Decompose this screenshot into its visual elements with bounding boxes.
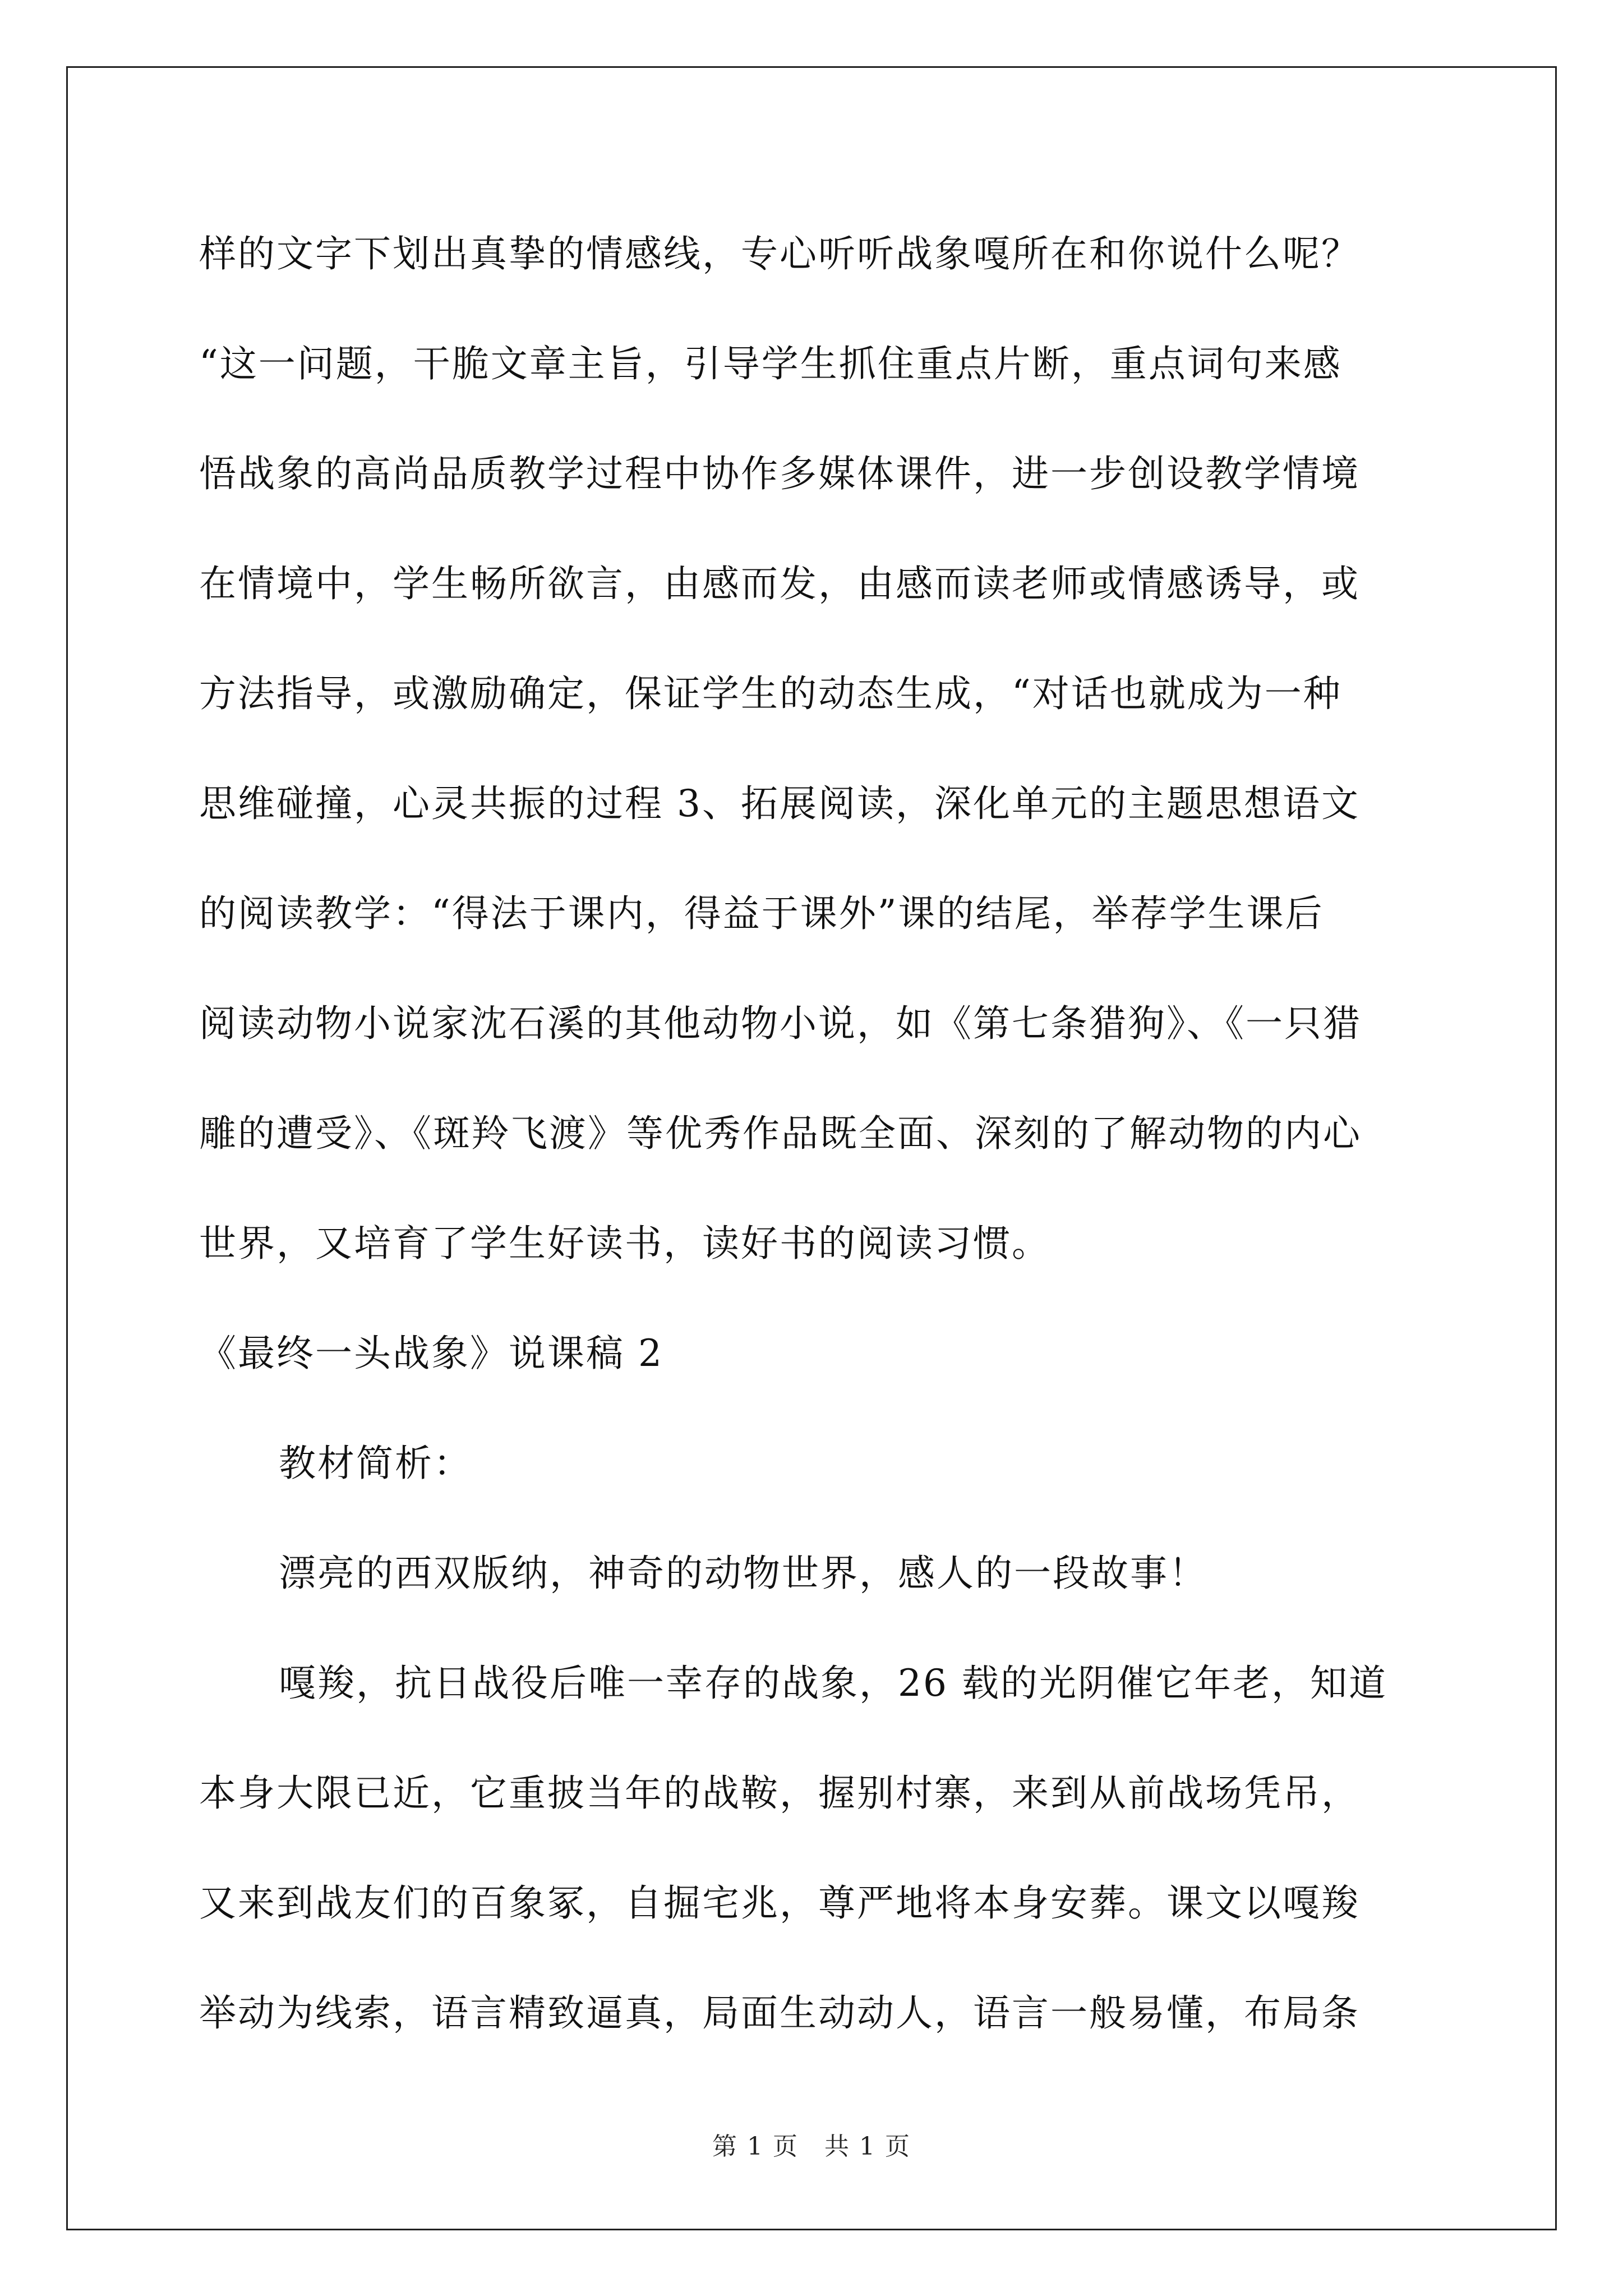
text-line: 阅读动物小说家沈石溪的其他动物小说，如《第七条猎狗》、《一只猎 xyxy=(199,1002,1362,1045)
text-line: 悟战象的高尚品质教学过程中协作多媒体课件，进一步创设教学情境 xyxy=(199,452,1360,495)
paragraph-2-line: 嘎羧，抗日战役后唯一幸存的战象，26 载的光阴催它年老，知道 xyxy=(279,1662,1387,1705)
text-line: 世界，又培育了学生好读书，读好书的阅读习惯。 xyxy=(199,1222,1050,1265)
text-line: “这一问题，干脆文章主旨，引导学生抓住重点片断，重点词句来感 xyxy=(199,342,1342,385)
text-line: 雕的遭受》、《斑羚飞渡》等优秀作品既全面、深刻的了解动物的内心 xyxy=(199,1112,1362,1155)
text-line: 在情境中，学生畅所欲言，由感而发，由感而读老师或情感诱导，或 xyxy=(199,562,1360,605)
text-line: 样的文字下划出真挚的情感线，专心听听战象嘎所在和你说什么呢？ xyxy=(199,232,1360,275)
paragraph-2-line: 举动为线索，语言精致逼真，局面生动动人，语言一般易懂，布局条 xyxy=(199,1991,1360,2035)
text-line: 的阅读教学：“得法于课内，得益于课外”课的结尾，举荐学生课后 xyxy=(199,892,1324,935)
section-title: 《最终一头战象》说课稿 2 xyxy=(199,1332,663,1375)
text-line: 方法指导，或激励确定，保证学生的动态生成，“对话也就成为一种 xyxy=(199,672,1342,715)
subheading: 教材简析： xyxy=(279,1442,472,1485)
paragraph-2-line: 又来到战友们的百象冢，自掘宅兆，尊严地将本身安葬。课文以嘎羧 xyxy=(199,1881,1360,1925)
paragraph-2-line: 本身大限已近，它重披当年的战鞍，握别村寨，来到从前战场凭吊， xyxy=(199,1772,1360,1815)
paragraph-1: 漂亮的西双版纳，神奇的动物世界，感人的一段故事！ xyxy=(279,1552,1207,1595)
text-line: 思维碰撞，心灵共振的过程 3、拓展阅读，深化单元的主题思想语文 xyxy=(199,782,1360,825)
page-number: 第 1 页 共 1 页 xyxy=(712,2132,911,2161)
document-body xyxy=(199,199,1427,2068)
